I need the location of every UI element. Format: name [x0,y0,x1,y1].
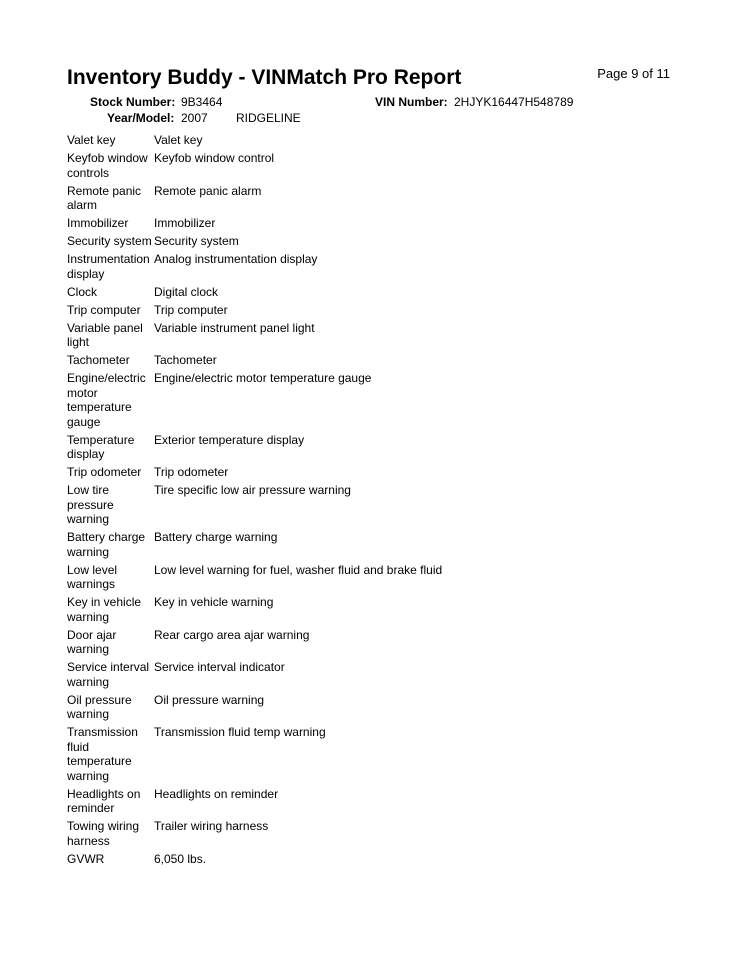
stock-number-label: Stock Number: [90,95,176,109]
spec-value: Variable instrument panel light [154,320,315,335]
spec-row [67,252,667,281]
spec-value: Headlights on reminder [154,786,279,801]
spec-row [67,321,667,350]
spec-name: Engine/electric motor temperature gauge [67,371,146,429]
spec-value: Trip odometer [154,465,229,479]
spec-value: Service interval indicator [154,660,285,674]
spec-row [67,285,667,300]
spec-name: Remote panic alarm [67,183,142,212]
spec-value: Valet key [154,133,203,147]
spec-value: Security system [154,234,239,248]
spec-name: Immobilizer [67,216,129,230]
spec-row [67,353,667,368]
spec-value: Exterior temperature display [154,432,305,447]
spec-value: Transmission fluid temp warning [154,725,326,739]
spec-value: Tire specific low air pressure warning [154,483,351,497]
spec-value: Battery charge warning [154,530,278,544]
spec-value: Engine/electric motor temperature gauge [154,371,372,385]
spec-row [67,563,667,592]
spec-name: Variable panel light [67,320,143,349]
spec-row [67,725,667,783]
spec-value: Key in vehicle warning [154,595,274,609]
spec-name: Instrumentation display [67,252,150,281]
vin-number-value: 2HJYK16447H548789 [454,95,574,109]
spec-name: Low level warnings [67,562,118,591]
spec-row [67,819,667,848]
spec-name: Valet key [67,133,116,147]
spec-value: 6,050 lbs. [154,851,207,866]
year-model-label: Year/Model: [107,111,175,125]
spec-name: Keyfob window controls [67,151,148,180]
report-title: Inventory Buddy - VINMatch Pro Report [67,66,462,89]
spec-value: Tachometer [154,353,217,367]
spec-value: Low level warning for fuel, washer fluid and brake fluid [154,562,443,577]
spec-row [67,628,667,657]
spec-row [67,151,667,180]
spec-row [67,483,667,527]
spec-value: Analog instrumentation display [154,252,318,266]
spec-row [67,530,667,559]
spec-name: Headlights on reminder [67,786,141,815]
spec-name: Security system [67,234,152,248]
spec-value: Remote panic alarm [154,183,262,198]
spec-name: Clock [67,284,98,299]
spec-row [67,787,667,816]
spec-name: Oil pressure warning [67,692,132,721]
spec-row [67,216,667,231]
spec-value: Oil pressure warning [154,692,265,707]
spec-row [67,595,667,624]
spec-name: Key in vehicle warning [67,595,142,624]
spec-name: Temperature display [67,432,135,461]
spec-name: Tachometer [67,353,130,367]
spec-row [67,133,667,148]
spec-name: Trip computer [67,302,141,317]
spec-table [67,133,667,870]
page-number: Page 9 of 11 [597,66,670,81]
spec-row [67,303,667,318]
spec-name: Battery charge warning [67,530,146,559]
spec-name: Low tire pressure warning [67,483,114,526]
spec-value: Trip computer [154,302,228,317]
spec-value: Immobilizer [154,216,216,230]
year-value: 2007 [181,111,208,125]
spec-name: Trip odometer [67,465,142,479]
vin-number-label: VIN Number: [375,95,448,109]
spec-name: Transmission fluid temperature warning [67,725,138,783]
spec-row [67,371,667,429]
spec-row [67,660,667,689]
spec-row [67,693,667,722]
model-value: RIDGELINE [236,111,301,125]
spec-row [67,234,667,249]
spec-name: Door ajar warning [67,627,117,656]
spec-value: Digital clock [154,284,219,299]
spec-value: Trailer wiring harness [154,819,269,833]
spec-name: GVWR [67,851,105,866]
spec-name: Service interval warning [67,660,150,689]
stock-number-value: 9B3464 [181,95,223,109]
spec-row [67,465,667,480]
spec-name: Towing wiring harness [67,819,140,848]
spec-value: Rear cargo area ajar warning [154,627,310,642]
spec-value: Keyfob window control [154,151,275,165]
spec-row [67,852,667,867]
spec-row [67,184,667,213]
spec-row [67,433,667,462]
